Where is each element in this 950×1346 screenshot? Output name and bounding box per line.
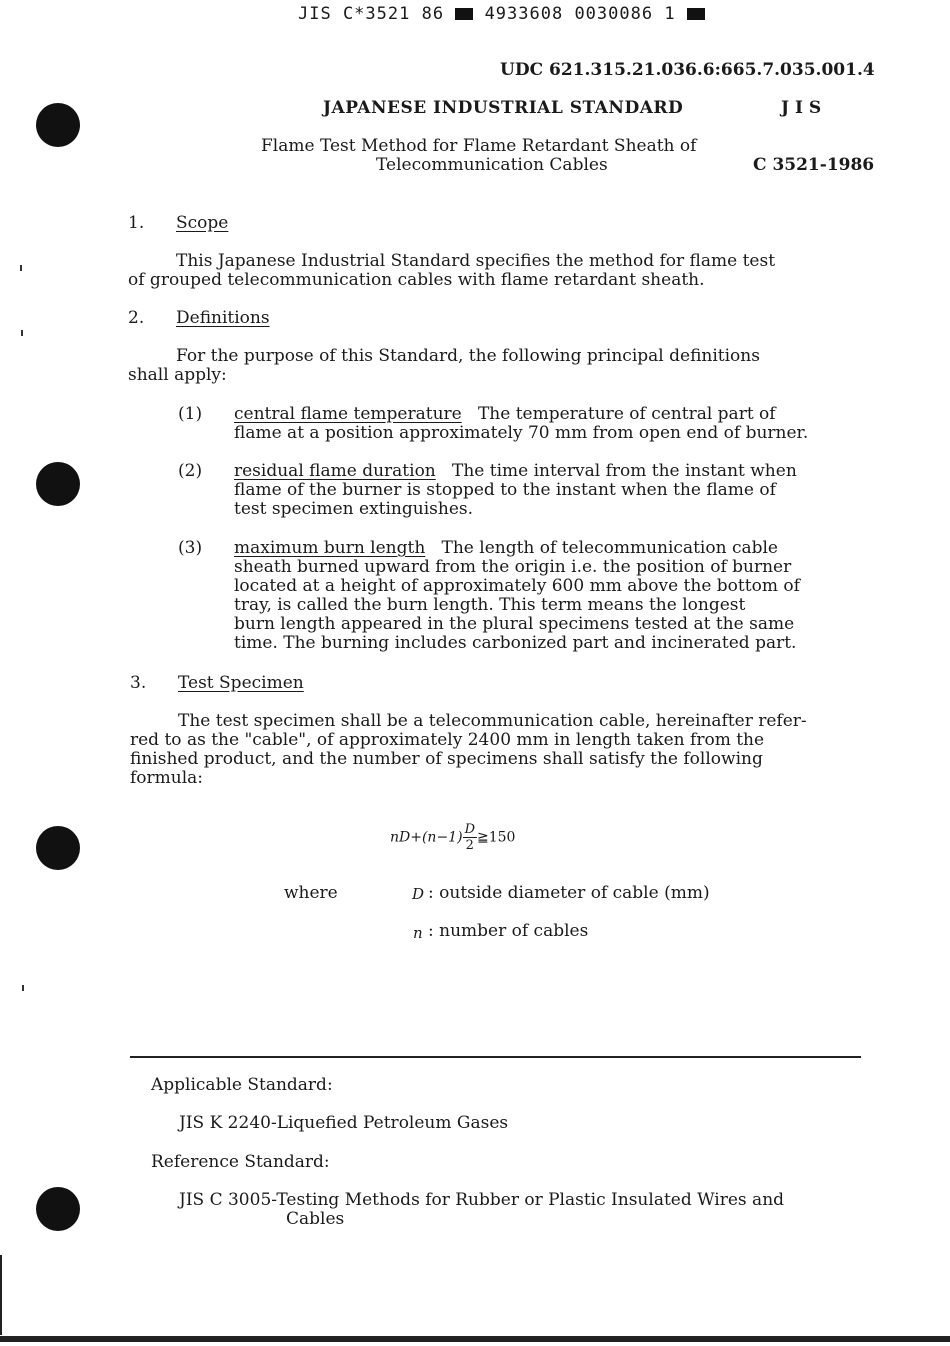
definition-text: sheath burned upward from the origin i.e. the position of burner — [234, 557, 792, 577]
definition-text: time. The burning includes carbonized part and incinerated part. — [234, 633, 797, 653]
scan-speck — [22, 985, 24, 991]
scan-left-edge — [0, 1255, 2, 1335]
specimen-text-line3: finished product, and the number of specimens shall satisfy the following — [130, 749, 763, 769]
section-number: 1. — [128, 213, 145, 233]
udc-code: UDC 621.315.21.036.6:665.7.035.001.4 — [500, 60, 875, 80]
definition-item-2 — [234, 461, 797, 481]
stamp-code: JIS C*3521 86 — [298, 4, 445, 24]
document-stamp — [298, 4, 705, 24]
scan-bottom-edge — [0, 1336, 950, 1342]
definition-item-1 — [234, 404, 776, 424]
binder-hole — [36, 826, 80, 870]
formula-denominator: 2 — [465, 838, 474, 853]
definition-text: located at a height of approximately 600 mm above the bottom of — [234, 576, 800, 596]
variable-symbol: n — [413, 924, 423, 942]
standard-title: JAPANESE INDUSTRIAL STANDARD — [323, 98, 684, 118]
scope-text-line1: This Japanese Industrial Standard specifies the method for flame test — [176, 251, 776, 271]
definition-text: flame at a position approximately 70 mm from open end of burner. — [234, 423, 809, 443]
variable-symbol: D — [412, 885, 425, 903]
applicable-standard-item: JIS K 2240-Liquefied Petroleum Gases — [179, 1113, 509, 1133]
document-title-line2: Telecommunication Cables — [376, 155, 608, 175]
section-number: 3. — [130, 673, 147, 693]
definition-number: (3) — [178, 538, 203, 558]
reference-standard-item-line1: JIS C 3005-Testing Methods for Rubber or Plastic Insulated Wires and — [179, 1190, 785, 1210]
definitions-intro-line2: shall apply: — [128, 365, 227, 385]
definition-term: maximum burn length — [234, 538, 426, 558]
formula-right: ≧150 — [477, 829, 516, 846]
definition-number: (1) — [178, 404, 203, 424]
definition-text: The length of telecommunication cable — [441, 538, 778, 558]
definition-text: burn length appeared in the plural specimens tested at the same — [234, 614, 795, 634]
section-heading-scope: Scope — [176, 213, 229, 233]
definition-item-3 — [234, 538, 778, 558]
reference-standard-label: Reference Standard: — [151, 1152, 330, 1172]
formula-fraction — [463, 822, 477, 853]
scan-speck — [20, 265, 22, 271]
standard-number: C 3521-1986 — [753, 155, 875, 175]
definition-text: The time interval from the instant when — [451, 461, 797, 481]
reference-standard-item-line2: Cables — [286, 1209, 345, 1229]
stamp-number: 4933608 0030086 1 — [484, 4, 676, 24]
definition-text: The temperature of central part of — [477, 404, 776, 424]
definition-text: tray, is called the burn length. This term means the longest — [234, 595, 746, 615]
definition-text: flame of the burner is stopped to the instant when the flame of — [234, 480, 776, 500]
binder-hole — [36, 1187, 80, 1231]
scope-text-line2: of grouped telecommunication cables with flame retardant sheath. — [128, 270, 705, 290]
definition-term: central flame temperature — [234, 404, 462, 424]
binder-hole — [36, 462, 80, 506]
where-label: where — [284, 883, 338, 903]
binder-hole — [36, 103, 80, 147]
definition-number: (2) — [178, 461, 203, 481]
specimen-formula — [390, 822, 515, 853]
formula-left: nD+(n−1) — [390, 829, 463, 846]
section-number: 2. — [128, 308, 145, 328]
applicable-standard-label: Applicable Standard: — [151, 1075, 333, 1095]
variable-description: : number of cables — [428, 921, 589, 941]
definitions-intro-line1: For the purpose of this Standard, the following principal definitions — [176, 346, 760, 366]
jis-mark: J I S — [781, 98, 822, 118]
stamp-block-mark — [687, 8, 705, 20]
section-heading-definitions: Definitions — [176, 308, 270, 328]
specimen-text-line2: red to as the "cable", of approximately 2400 mm in length taken from the — [130, 730, 765, 750]
definition-term: residual flame duration — [234, 461, 436, 481]
footer-divider — [130, 1056, 861, 1058]
scan-speck — [21, 330, 23, 336]
definition-text: test specimen extinguishes. — [234, 499, 474, 519]
section-heading-test-specimen: Test Specimen — [178, 673, 304, 693]
formula-numerator: D — [464, 822, 475, 837]
specimen-text-line1: The test specimen shall be a telecommunication cable, hereinafter refer- — [178, 711, 807, 731]
variable-description: : outside diameter of cable (mm) — [428, 883, 710, 903]
stamp-block-mark — [455, 8, 473, 20]
specimen-text-line4: formula: — [130, 768, 204, 788]
document-title-line1: Flame Test Method for Flame Retardant Sheath of — [261, 136, 697, 156]
